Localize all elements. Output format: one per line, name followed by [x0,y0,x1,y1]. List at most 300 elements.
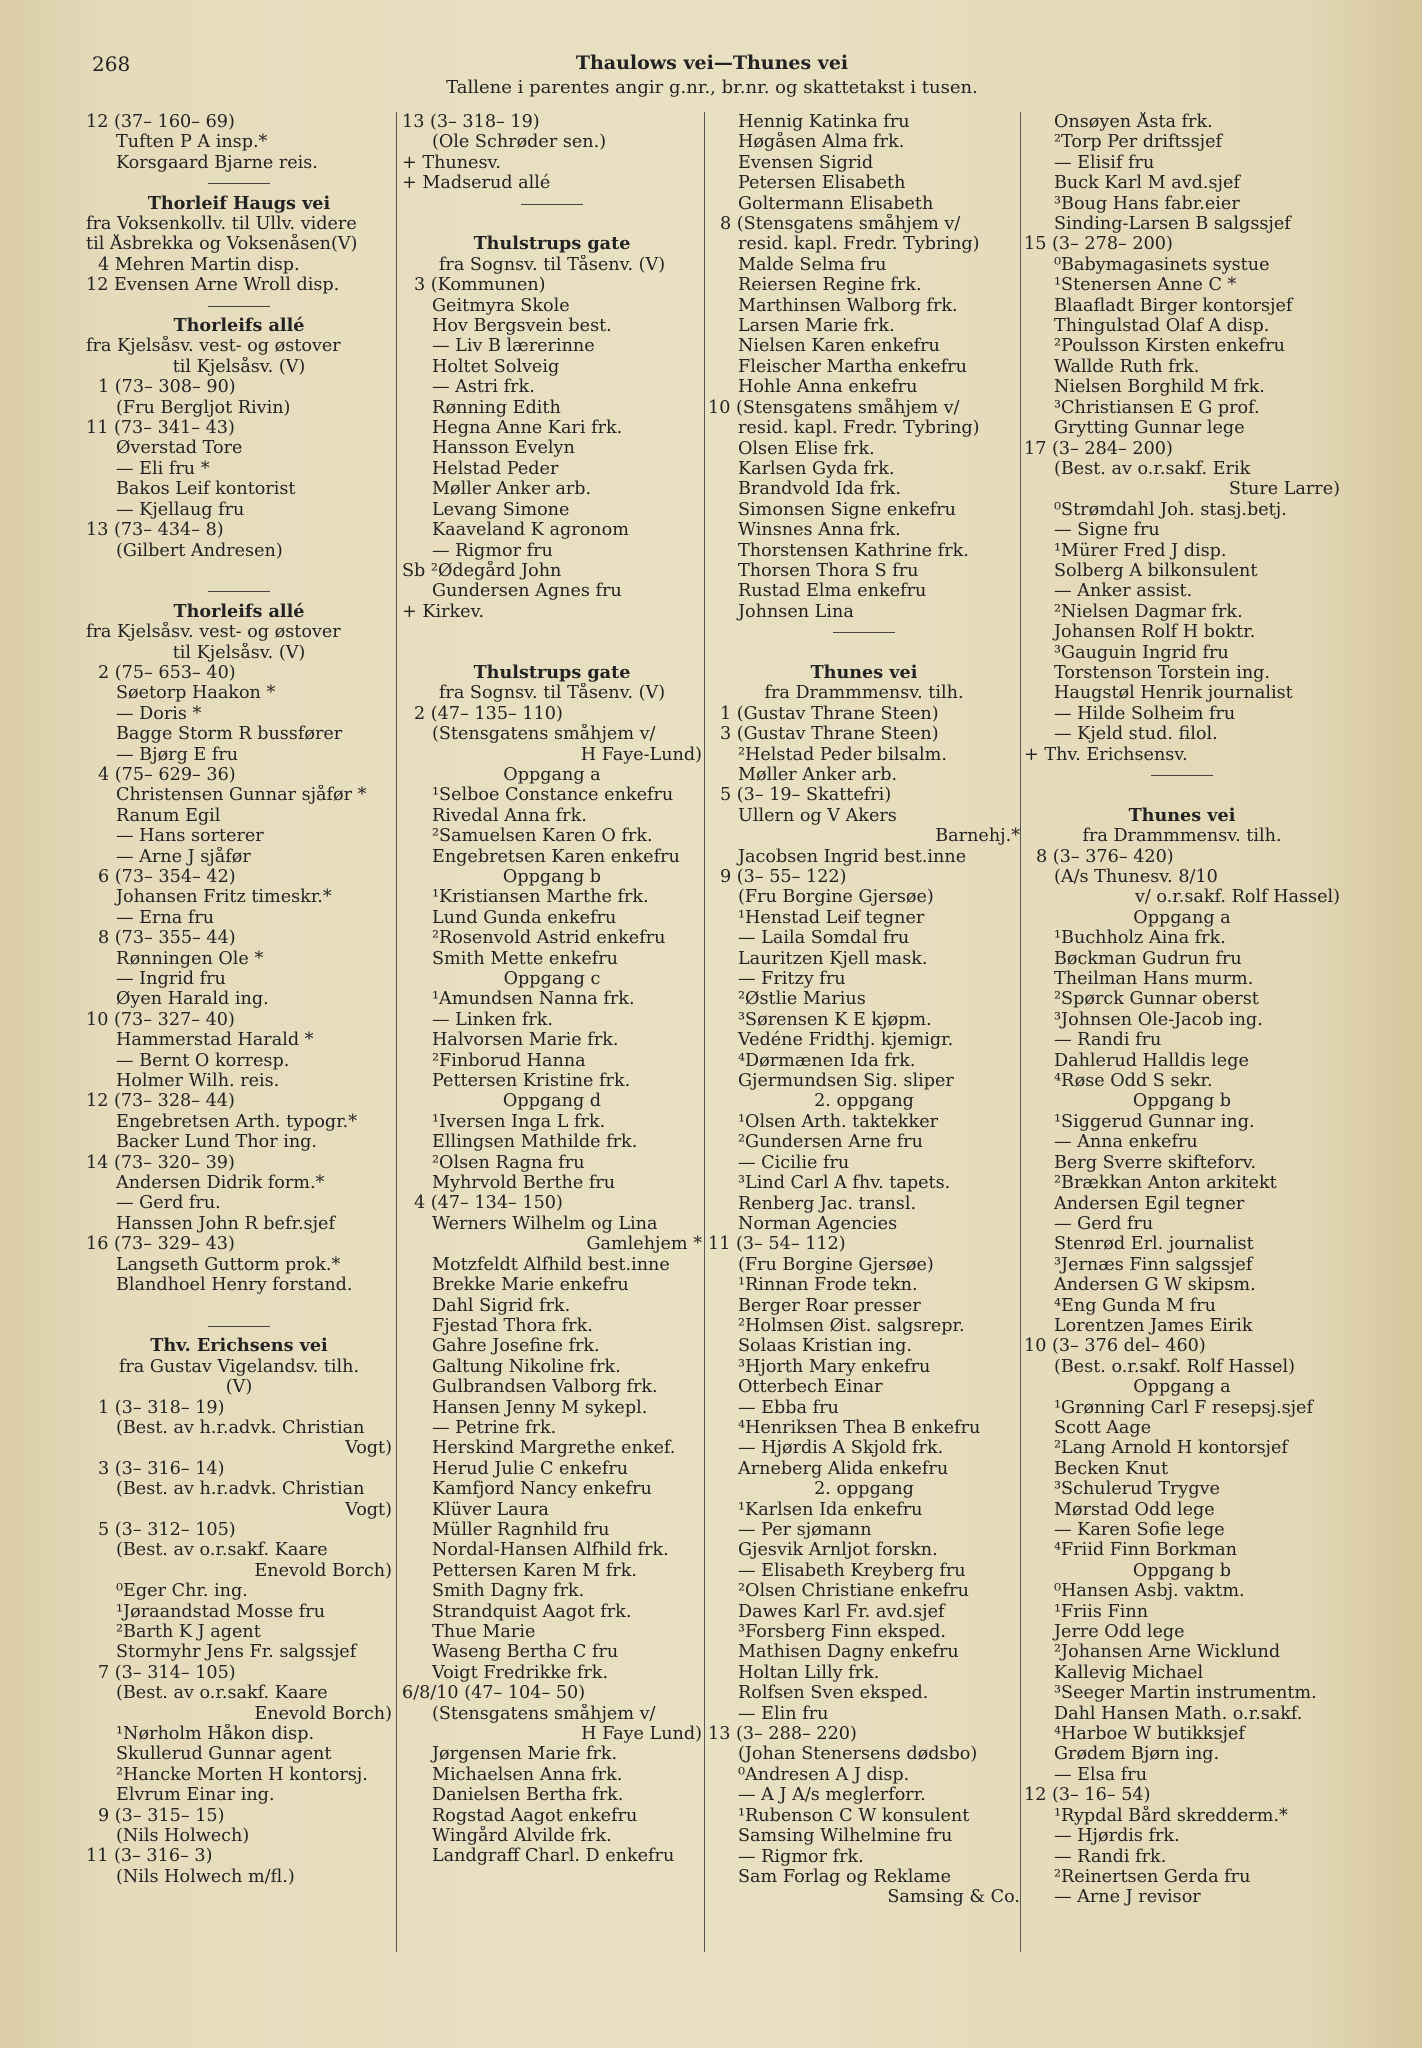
directory-entry: Norman Agencies [738,1213,898,1234]
directory-entry: ²Finborud Hanna [432,1050,586,1071]
directory-entry: — A J A/s meglerforr. [738,1785,926,1806]
directory-entry: Berger Roar presser [738,1295,921,1316]
section-label: fra Drammmensv. tilh. [1082,826,1282,847]
directory-entry: (Gilbert Andresen) [116,540,283,561]
section-label: fra Gustav Vigelandsv. tilh. [118,1356,360,1377]
spacer [1024,785,1340,805]
directory-entry: Johansen Fritz timeskr.* [116,887,332,908]
directory-entry: Sb ²Ødegård John [402,560,562,581]
section-label: 2. oppgang [814,1479,914,1500]
directory-entry: Ellingsen Mathilde frk. [432,1132,638,1153]
street-heading: Thulstrups gate [473,234,631,255]
directory-entry: ²Hancke Morten H kontorsj. [116,1764,368,1785]
directory-entry: (Ole Schrøder sen.) [432,132,607,153]
directory-entry: ²Poulsson Kirsten enkefru [1054,336,1285,357]
directory-entry: ¹Kristiansen Marthe frk. [432,887,649,908]
directory-entry: 4 (75– 629– 36) [98,764,236,785]
directory-entry: 6 (73– 354– 42) [98,866,236,887]
directory-entry: Hegna Anne Kari frk. [432,418,623,439]
street-heading: Thunes vei [810,662,918,683]
directory-entry: (Nils Holwech m/fl.) [116,1866,295,1887]
directory-entry: Vedéne Fridthj. kjemigr. [738,1030,954,1051]
street-heading: Thunes vei [1128,805,1236,826]
directory-entry: (Best. av o.r.sakf. Erik [1054,458,1251,479]
directory-entry: — Gerd fru. [116,1193,221,1214]
directory-entry: 3 (Kommunen) [414,275,546,296]
directory-entry: — Elisabeth Kreyberg fru [738,1560,966,1581]
directory-entry: ¹Nørholm Håkon disp. [116,1724,315,1744]
directory-entry: Øverstad Tore [116,438,243,459]
directory-entry: Blaafladt Birger kontorsjef [1054,295,1293,316]
page-header [92,50,1332,102]
directory-entry: 10 (3– 376 del– 460) [1024,1336,1206,1357]
directory-entry: Hennig Katinka fru [738,112,910,132]
directory-entry: ³Sørensen K E kjøpm. [738,1009,932,1030]
directory-entry: Gjermundsen Sig. sliper [738,1071,954,1092]
directory-entry: ⁴Henriksen Thea B enkefru [738,1417,981,1438]
directory-entry: Engebretsen Karen enkefru [432,846,680,867]
directory-entry: — Ebba fru [738,1397,839,1418]
directory-entry: — Hilde Solheim fru [1054,703,1236,724]
directory-entry: Kallevig Michael [1054,1662,1204,1683]
directory-entry: Grødem Bjørn ing. [1054,1744,1220,1765]
directory-entry: 4 Mehren Martin disp. [98,254,300,275]
directory-entry: — Bjørg E fru [116,744,239,765]
directory-entry: v/ o.r.sakf. Rolf Hassel) [1134,887,1340,908]
directory-entry: — Per sjømann [738,1520,872,1540]
directory-entry: ¹Amundsen Nanna frk. [432,989,635,1010]
directory-entry: 1 (Gustav Thrane Steen) [720,703,939,724]
section-label: til Kjelsåsv. (V) [172,642,306,663]
directory-entry: ²Holmsen Øist. salgsrepr. [738,1315,965,1336]
directory-entry: Sture Larre) [1228,479,1340,500]
directory-entry: — Elin fru [738,1703,829,1724]
directory-entry: ³Schulerud Trygve [1054,1479,1220,1500]
section-label: Oppgang a [1133,1377,1231,1398]
directory-entry: Skullerud Gunnar agent [116,1744,332,1765]
directory-entry: Jerre Odd lege [1054,1622,1185,1643]
page-title: Thaulows vei—Thunes vei [575,52,849,74]
directory-entry: Pettersen Kristine frk. [432,1071,631,1092]
directory-entry: fra Voksenkollv. til Ullv. videre [86,214,357,235]
section-divider [402,194,702,214]
directory-entry: Stenrød Erl. journalist [1054,1234,1254,1255]
directory-entry: Voigt Fredrikke frk. [432,1662,609,1683]
column-1 [86,112,392,1887]
page-number: 268 [92,52,131,76]
directory-entry: Berg Sverre skifteforv. [1054,1152,1257,1173]
directory-entry: Marthinsen Walborg frk. [738,295,958,316]
directory-entry: ³Jernæs Finn salgssjef [1054,1254,1253,1275]
directory-entry: Werners Wilhelm og Lina [432,1213,658,1234]
directory-entry: Stormyhr Jens Fr. salgssjef [116,1642,357,1663]
directory-entry: (A/s Thunesv. 8/10 [1054,867,1218,887]
directory-entry: Enevold Borch) [254,1703,392,1724]
directory-entry: 5 (3– 312– 105) [98,1519,236,1540]
directory-entry: Bakos Leif kontorist [116,479,296,500]
directory-entry: — Randi frk. [1054,1846,1167,1867]
directory-entry: Johnsen Lina [738,601,854,622]
directory-entry: ¹Stenersen Anne C * [1054,275,1237,296]
directory-entry: Klüver Laura [432,1499,549,1520]
directory-entry: — Hans sorterer [116,826,264,847]
directory-entry: Jørgensen Marie frk. [432,1744,618,1765]
directory-entry: — Elisif fru [1054,152,1155,173]
directory-entry: — Doris * [116,703,202,724]
spacer [86,561,392,581]
directory-entry: — Fritzy fru [738,969,846,990]
section-label: Oppgang a [1133,907,1231,928]
section-divider [86,173,392,193]
directory-entry: ⁴Harboe W butikksjef [1054,1724,1245,1745]
directory-entry: Ullern og V Akers [738,805,897,826]
directory-entry: Thue Marie [432,1622,536,1642]
directory-entry: + Madserud allé [402,173,551,194]
directory-entry: ⁴Friid Finn Borkman [1054,1540,1237,1561]
directory-entry: Andersen Didrik form.* [116,1173,325,1194]
directory-entry: Hohle Anna enkefru [738,377,918,398]
directory-entry: ³Seeger Martin instrumentm. [1054,1683,1317,1704]
directory-entry: 9 (3– 315– 15) [98,1805,225,1826]
directory-entry: 1 (73– 308– 90) [98,377,236,398]
directory-entry: Samsing & Co. [887,1887,1020,1908]
directory-entry: Lund Gunda enkefru [432,907,617,928]
directory-entry: ¹Siggerud Gunnar ing. [1054,1111,1255,1132]
directory-entry: (Best. av h.r.advk. Christian [116,1417,365,1438]
directory-entry: Dahl Sigrid frk. [432,1295,571,1316]
section-label: Oppgang a [503,764,601,785]
directory-entry: 2 (47– 135– 110) [414,703,563,724]
directory-entry: Galtung Nikoline frk. [432,1356,621,1377]
directory-entry: Blandhoel Henry forstand. [116,1275,353,1296]
directory-entry: Solberg A bilkonsulent [1054,560,1258,581]
directory-entry: 11 (3– 316– 3) [86,1846,213,1867]
directory-entry: 3 (Gustav Thrane Steen) [720,724,939,745]
directory-entry: Kamfjord Nancy enkefru [432,1479,652,1500]
directory-entry: Geitmyra Skole [432,295,570,316]
directory-entry: ⁴Eng Gunda M fru [1054,1295,1217,1316]
directory-entry: Hov Bergsvein best. [432,316,612,337]
directory-entry: Backer Lund Thor ing. [116,1132,318,1153]
directory-entry: ¹Grønning Carl F resepsj.sjef [1054,1397,1313,1418]
directory-entry: — Hjørdis A Skjold frk. [738,1438,944,1459]
directory-entry: Enevold Borch) [254,1560,392,1581]
directory-entry: — Elsa fru [1054,1764,1148,1785]
section-divider [86,581,392,601]
directory-entry: Ranum Egil [116,805,221,826]
directory-entry: Scott Aage [1054,1417,1152,1438]
directory-entry: ⁰Babymagasinets systue [1054,254,1270,275]
directory-entry: Becken Knut [1054,1458,1169,1479]
directory-entry: (Stensgatens småhjem v/ [432,724,656,745]
directory-entry: Kaaveland K agronom [432,520,629,541]
directory-entry: ²Rosenvold Astrid enkefru [432,928,666,949]
directory-entry: Sam Forlag og Reklame [738,1866,952,1887]
directory-entry: Evensen Sigrid [738,152,874,173]
street-heading: Thorleifs allé [173,316,305,337]
directory-entry: — Rigmor fru [432,540,553,561]
section-divider [1024,765,1340,785]
directory-entry: — Arne J revisor [1054,1887,1201,1908]
directory-entry: ²Olsen Ragna fru [432,1152,585,1173]
directory-entry: ¹Olsen Arth. taktekker [738,1111,939,1132]
section-label: til Kjelsåsv. (V) [172,356,306,377]
directory-entry: ¹Iversen Inga L frk. [432,1111,606,1132]
directory-entry: Vogt) [345,1438,392,1459]
directory-entry: (Fru Borgine Gjersøe) [738,887,934,908]
directory-entry: ¹Mürer Fred J disp. [1054,540,1227,561]
directory-entry: ⁰Eger Chr. ing. [116,1581,248,1602]
column-4 [1024,112,1340,1908]
column-divider [1020,112,1021,1952]
directory-entry: Malde Selma fru [738,254,887,275]
directory-entry: + Thv. Erichsensv. [1024,744,1188,765]
directory-entry: Mørstad Odd lege [1054,1499,1215,1520]
directory-entry: Christensen Gunnar sjåfør * [116,785,367,806]
directory-entry: Thingulstad Olaf A disp. [1054,316,1270,337]
directory-entry: Otterbech Einar [738,1377,883,1398]
directory-entry: 3 (3– 316– 14) [98,1458,225,1479]
directory-entry: 13 (3– 318– 19) [402,112,540,132]
directory-entry: Hammerstad Harald * [116,1030,314,1051]
directory-entry: Helstad Peder [432,458,559,479]
directory-entry: ¹Friis Finn [1054,1601,1149,1622]
spacer [708,643,1020,663]
directory-entry: Levang Simone [432,499,570,520]
directory-entry: Gahre Josefine frk. [432,1336,600,1357]
directory-entry: ³Johnsen Ole-Jacob ing. [1054,1009,1263,1030]
column-divider [704,112,705,1952]
directory-entry: Dahl Hansen Math. o.r.sakf. [1054,1703,1303,1724]
directory-entry: Gjesvik Arnljot forskn. [738,1540,938,1561]
directory-entry: Solaas Kristian ing. [738,1336,913,1357]
directory-entry: Thorstensen Kathrine frk. [738,540,969,561]
directory-entry: Goltermann Elisabeth [738,193,934,214]
directory-entry: Haugstøl Henrik journalist [1054,683,1293,704]
directory-entry: (Best. av o.r.sakf. Kaare [116,1540,328,1561]
directory-entry: Petersen Elisabeth [738,173,906,194]
directory-entry: ²Samuelsen Karen O frk. [432,826,653,847]
directory-entry: ¹Rypdal Bård skredderm.* [1054,1805,1288,1826]
section-label: Oppgang b [1132,1091,1232,1112]
directory-entry: Søetorp Haakon * [116,683,276,704]
directory-entry: Michaelsen Anna frk. [432,1764,623,1785]
directory-entry: 13 (73– 434– 8) [86,520,224,541]
directory-entry: — Gerd fru [1054,1213,1154,1234]
directory-entry: Gulbrandsen Valborg frk. [432,1377,658,1398]
directory-entry: ²Reinertsen Gerda fru [1054,1866,1251,1887]
directory-entry: Rogstad Aagot enkefru [432,1805,638,1826]
directory-entry: Strandquist Aagot frk. [432,1601,632,1622]
directory-entry: (Fru Borgine Gjersøe) [738,1254,934,1275]
section-label: fra Sognsv. til Tåsenv. (V) [438,254,666,275]
directory-entry: Møller Anker arb. [738,764,898,785]
directory-entry: 11 (3– 54– 112) [708,1234,846,1255]
directory-entry: Thorsen Thora S fru [738,560,919,581]
directory-entry: Arneberg Alida enkefru [738,1458,949,1479]
spacer [402,643,702,663]
directory-entry: 10 (Stensgatens småhjem v/ [708,397,960,418]
directory-entry: Rønning Edith [432,397,561,418]
directory-entry: ²Olsen Christiane enkefru [738,1581,969,1602]
directory-entry: — Kjeld stud. filol. [1054,724,1218,745]
directory-entry: resid. kapl. Fredr. Tybring) [738,418,980,439]
directory-entry: — Bernt O korresp. [116,1050,290,1071]
section-divider [86,1316,392,1336]
directory-entry: ⁴Dørmænen Ida frk. [738,1050,916,1071]
directory-entry: Rivedal Anna frk. [432,805,587,826]
directory-entry: 12 (37– 160– 69) [86,112,235,132]
directory-entry: Nielsen Karen enkefru [738,336,940,357]
directory-entry: 17 (3– 284– 200) [1024,438,1173,459]
directory-entry: Myhrvold Berthe fru [432,1173,616,1194]
directory-entry: Pettersen Karen M frk. [432,1560,637,1581]
directory-entry: — Kjellaug fru [116,499,245,520]
directory-entry: 8 (73– 355– 44) [98,928,236,949]
directory-entry: Simonsen Signe enkefru [738,499,956,520]
directory-entry: 16 (73– 329– 43) [86,1234,235,1255]
directory-entry: ⁴Røse Odd S sekr. [1054,1071,1213,1092]
directory-entry: Lorentzen James Eirik [1054,1315,1253,1336]
section-label: fra Drammmensv. tilh. [764,683,964,704]
directory-entry: Øyen Harald ing. [116,989,269,1010]
directory-entry: ²Nielsen Dagmar frk. [1054,601,1243,622]
directory-entry: ²Johansen Arne Wicklund [1054,1642,1281,1663]
directory-entry: ¹Selboe Constance enkefru [432,785,674,806]
directory-entry: Høgåsen Alma frk. [738,132,905,153]
directory-entry: Fjestad Thora frk. [432,1315,593,1336]
directory-entry: Dahlerud Halldis lege [1054,1050,1249,1071]
section-divider [86,296,392,316]
directory-entry: (Best. o.r.sakf. Rolf Hassel) [1054,1356,1296,1377]
directory-entry: Bøckman Gudrun fru [1054,948,1242,969]
directory-entry: Engebretsen Arth. typogr.* [116,1111,358,1132]
directory-entry: (Best. av o.r.sakf. Kaare [116,1683,328,1704]
directory-entry: 11 (73– 341– 43) [86,418,235,439]
directory-entry: Waseng Bertha C fru [432,1642,619,1663]
directory-entry: Dawes Karl Fr. avd.sjef [738,1601,945,1622]
directory-entry: + Kirkev. [402,601,485,622]
directory-entry: Tuften P A insp.* [116,132,268,153]
directory-entry: 4 (47– 134– 150) [414,1193,563,1214]
directory-entry: — Randi fru [1054,1030,1162,1051]
directory-entry: Rolfsen Sven eksped. [738,1683,929,1704]
directory-entry: Lauritzen Kjell mask. [738,948,928,969]
section-label: fra Sognsv. til Tåsenv. (V) [438,683,666,704]
directory-entry: Olsen Elise frk. [738,438,875,459]
section-label: 2. oppgang [814,1091,914,1112]
directory-entry: Elvrum Einar ing. [116,1785,275,1806]
directory-entry: ⁰Strømdahl Joh. stasj.betj. [1054,499,1287,520]
directory-entry: Samsing Wilhelmine fru [738,1826,953,1847]
directory-entry: Hansen Jenny M sykepl. [432,1397,648,1418]
directory-entry: ¹Jøraandstad Mosse fru [116,1601,326,1622]
section-label: Oppgang b [1132,1560,1232,1581]
directory-entry: Torstenson Torstein ing. [1054,662,1271,683]
directory-entry: 8 (Stensgatens småhjem v/ [720,214,961,235]
directory-entry: — Eli fru * [116,458,210,479]
street-heading: Thorleifs allé [173,601,305,622]
directory-entry: ¹Karlsen Ida enkefru [738,1499,923,1520]
directory-entry: Nielsen Borghild M frk. [1054,377,1265,398]
directory-entry: ²Gundersen Arne fru [738,1132,923,1153]
directory-entry: ³Boug Hans fabr.eier [1054,193,1240,214]
directory-entry: Karlsen Gyda frk. [738,458,895,479]
directory-entry: Barnehj.* [935,826,1020,847]
directory-entry: fra Kjelsåsv. vest- og østover [86,336,341,357]
directory-entry: Herud Julie C enkefru [432,1458,629,1479]
directory-entry: — Anna enkefru [1054,1132,1198,1153]
directory-entry: Winsnes Anna frk. [738,520,901,541]
directory-entry: ²Brækkan Anton arkitekt [1054,1173,1277,1194]
directory-entry: — Liv B lærerinne [432,336,595,357]
directory-entry: ²Østlie Marius [738,989,866,1010]
directory-entry: Onsøyen Åsta frk. [1054,112,1213,132]
directory-entry: Holtan Lilly frk. [738,1662,880,1683]
column-divider [396,112,397,1952]
directory-entry: ¹Henstad Leif tegner [738,907,925,928]
directory-entry: Fleischer Martha enkefru [738,356,967,377]
directory-entry: — Erna fru [116,907,215,928]
directory-entry: — Rigmor frk. [738,1846,864,1867]
directory-entry: ³Lind Carl A fhv. tapets. [738,1173,951,1194]
directory-entry: Renberg Jac. transl. [738,1193,917,1214]
directory-entry: ¹Rinnan Frode tekn. [738,1275,918,1296]
street-heading: Thulstrups gate [473,662,631,683]
directory-entry: — Astri frk. [432,377,535,398]
directory-entry: — Anker assist. [1054,581,1193,602]
directory-entry: Landgraff Charl. D enkefru [432,1846,675,1867]
directory-entry: (Fru Bergljot Rivin) [116,397,291,418]
directory-entry: Hanssen John R befr.sjef [116,1213,335,1234]
directory-entry: 12 (73– 328– 44) [86,1091,235,1112]
spacer [86,1296,392,1316]
section-divider [708,622,1020,642]
directory-entry: 9 (3– 55– 122) [720,867,847,887]
directory-entry: Motzfeldt Alfhild best.inne [432,1254,670,1275]
directory-entry: Vogt) [345,1499,392,1520]
directory-entry: — Laila Somdal fru [738,928,910,949]
directory-entry: (Best. av h.r.advk. Christian [116,1479,365,1500]
directory-entry: til Åsbrekka og Voksenåsen(V) [86,234,358,255]
directory-entry: Bagge Storm R bussfører [116,724,343,745]
directory-entry: Jacobsen Ingrid best.inne [738,846,967,867]
directory-entry: Theilman Hans murm. [1054,969,1254,990]
directory-entry: ⁰Andresen A J disp. [738,1764,910,1785]
directory-entry: Larsen Marie frk. [738,316,895,337]
directory-entry: 13 (3– 288– 220) [708,1724,857,1745]
directory-entry: Møller Anker arb. [432,479,592,500]
section-label: Oppgang c [503,969,601,989]
directory-entry: — Signe fru [1054,520,1160,541]
directory-entry: 5 (3– 19– Skattefri) [720,785,892,806]
directory-entry: — Ingrid fru [116,969,226,989]
directory-entry: 10 (73– 327– 40) [86,1009,235,1030]
directory-entry: Gundersen Agnes fru [432,581,622,602]
directory-entry: ²Spørck Gunnar oberst [1054,989,1259,1010]
directory-entry: 2 (75– 653– 40) [98,662,236,683]
directory-entry: ²Barth K J agent [116,1621,261,1642]
directory-entry: ²Helstad Peder bilsalm. [738,744,947,765]
directory-entry: H Faye Lund) [581,1724,702,1745]
directory-entry: ³Forsberg Finn eksped. [738,1622,946,1643]
directory-entry: ³Hjorth Mary enkefru [738,1356,931,1377]
section-label: Oppgang b [502,866,602,887]
directory-entry: 15 (3– 278– 200) [1024,234,1173,255]
directory-entry: Buck Karl M avd.sjef [1054,173,1240,194]
directory-entry: Nordal-Hansen Alfhild frk. [432,1540,669,1561]
directory-entry: Rustad Elma enkefru [738,581,927,602]
